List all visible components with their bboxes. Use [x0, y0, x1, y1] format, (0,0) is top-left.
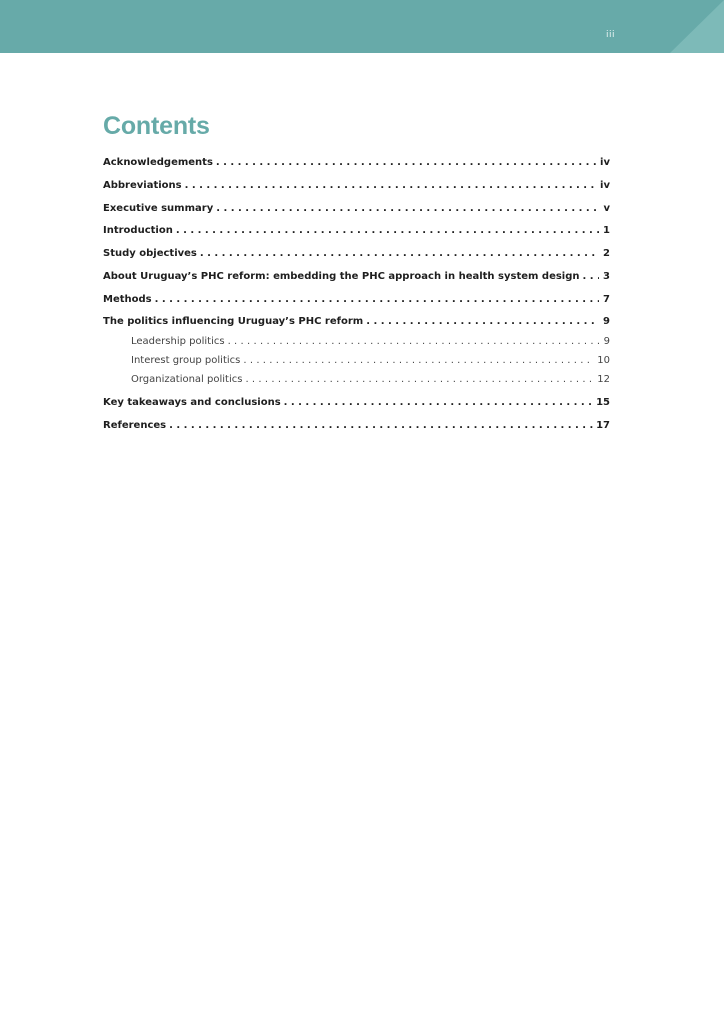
toc-subentry-leadership-politics[interactable] [131, 336, 610, 352]
toc-subentry-interest-group-politics[interactable] [131, 355, 610, 371]
toc-leader-dots [284, 397, 593, 408]
toc-subentry-organizational-politics[interactable] [131, 374, 610, 390]
toc-leader-dots [155, 294, 599, 305]
toc-leader-dots [185, 180, 597, 191]
toc-entry-page: 3 [603, 271, 610, 282]
toc-entry-label: Acknowledgements [103, 157, 213, 168]
toc-entry-label: About Uruguay’s PHC reform: embedding the PHC approach in health system design [103, 271, 580, 282]
toc-leader-dots [200, 248, 599, 259]
toc-entry-label: Abbreviations [103, 180, 182, 191]
toc-entry-page: 1 [603, 225, 610, 236]
toc-leader-dots [216, 157, 597, 168]
toc-entry-page: 7 [603, 294, 610, 305]
toc-entry-introduction[interactable] [103, 225, 610, 241]
toc-entry-page: iv [600, 157, 610, 168]
toc-leader-dots [366, 316, 599, 327]
toc-entry-page: iv [600, 180, 610, 191]
toc-entry-page: v [603, 203, 610, 214]
toc-entry-label: Interest group politics [131, 355, 241, 366]
toc-entry-about-phc-reform[interactable] [103, 271, 610, 287]
toc-entry-page: 9 [603, 316, 610, 327]
toc-leader-dots [228, 336, 599, 347]
toc-entry-executive-summary[interactable] [103, 203, 610, 219]
toc-entry-abbreviations[interactable] [103, 180, 610, 196]
toc-entry-page: 15 [596, 397, 610, 408]
page-title: Contents [103, 112, 210, 140]
header-corner-decoration [0, 0, 724, 53]
toc-leader-dots [583, 271, 599, 282]
toc-entry-label: Methods [103, 294, 152, 305]
toc-entry-label: Study objectives [103, 248, 197, 259]
toc-leader-dots [243, 355, 594, 366]
header-band [0, 0, 724, 53]
toc-entry-label: Leadership politics [131, 336, 225, 347]
toc-leader-dots [176, 225, 599, 236]
toc-entry-methods[interactable] [103, 294, 610, 310]
toc-leader-dots [216, 203, 599, 214]
page-number: iii [606, 30, 616, 40]
toc-entry-page: 10 [597, 355, 610, 366]
toc-entry-page: 12 [597, 374, 610, 385]
toc-entry-key-takeaways[interactable] [103, 397, 610, 413]
toc-entry-page: 17 [596, 420, 610, 431]
toc-leader-dots [169, 420, 593, 431]
toc-entry-label: References [103, 420, 167, 431]
toc-entry-label: The politics influencing Uruguay’s PHC reform [103, 316, 364, 327]
toc-entry-politics[interactable] [103, 316, 610, 332]
toc-entry-acknowledgements[interactable] [103, 157, 610, 173]
toc-leader-dots [245, 374, 594, 385]
toc-entry-label: Organizational politics [131, 374, 243, 385]
toc-entry-study-objectives[interactable] [103, 248, 610, 264]
toc-entry-references[interactable] [103, 420, 610, 436]
toc-entry-label: Introduction [103, 225, 173, 236]
toc-entry-label: Key takeaways and conclusions [103, 397, 281, 408]
toc-entry-label: Executive summary [103, 203, 214, 214]
toc-entry-page: 9 [603, 336, 610, 347]
toc-entry-page: 2 [603, 248, 610, 259]
